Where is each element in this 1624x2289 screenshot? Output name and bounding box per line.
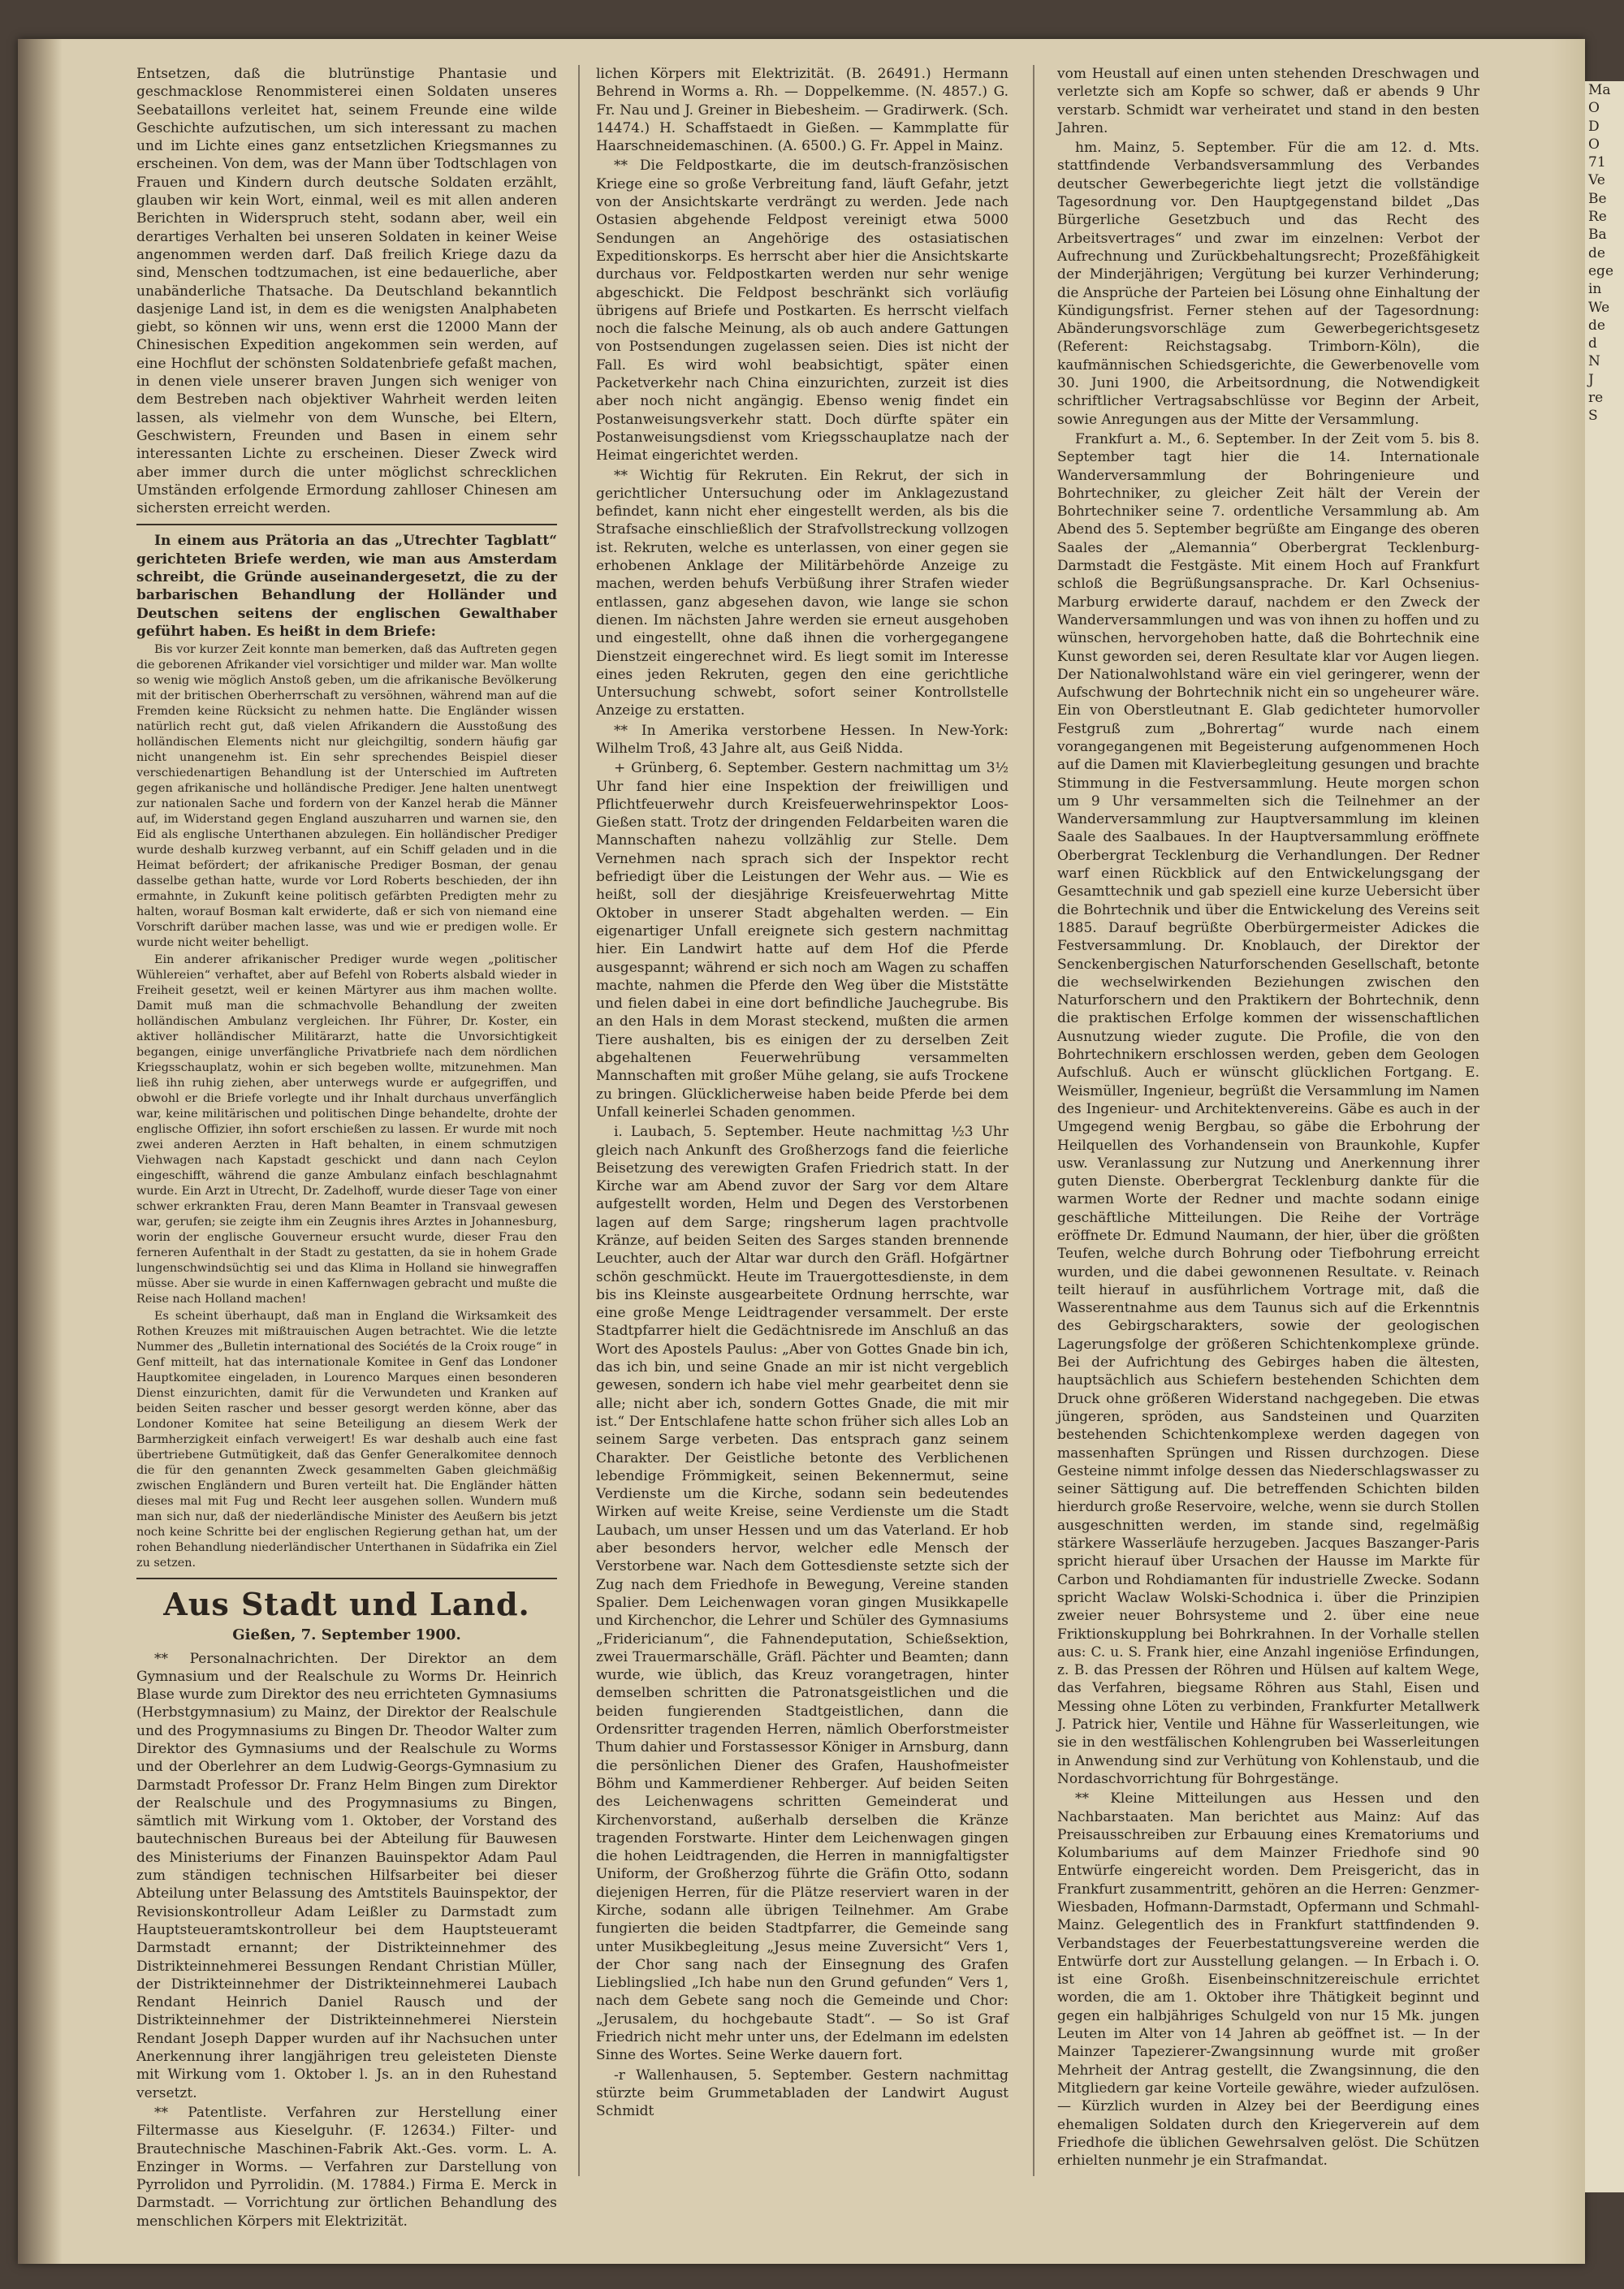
article-pretoria-intro: In einem aus Prätoria an das „Utrechter Tagblatt“ gerichteten Briefe werden, wie man aus Amsterdam schreibt, die Gründe auseinandergesetzt, die zu der barbarischen Behandlung der Holländer und Deutschen seitens der englischen Gewalthaber geführt haben. Es heißt in dem Briefe:	[136, 533, 557, 640]
article-gruenberg: + Grünberg, 6. September. Gestern nachmittag um 3½ Uhr fand hier eine Inspektion der freiwilligen und Pflichtfeuerwehr durch Kreisfeuerwehrinspektor Loos-Gießen statt. Trotz der dringenden Feldarbeiten waren die Mannschaften nahezu vollzählig zur Stelle. Dem Vernehmen nach sprach sich der Inspektor recht befriedigt über die Leistungen der Wehr aus. — Wie es heißt, soll der diesjährige Kreisfeuerwehrtag Mitte Oktober in unserer Stadt abgehalten werden. — Ein eigenartiger Unfall ereignete sich gestern nachmittag hier. Ein Landwirt hatte auf dem Hof die Pferde ausgespannt; während er sich noch am Wagen zu schaffen machte, nahmen die Pferde den Weg über die Miststätte und fielen dabei in eine dort befindliche Jauchegrube. Bis an den Hals in dem Morast steckend, mußten die armen Tiere aushalten, bis es einigen der zu derselben Zeit abgehaltenen Feuerwehrübung versammelten Mannschaften mit großer Mühe gelang, sie aufs Trockene zu bringen. Glücklicherweise haben beide Pferde bei dem Unfall keinerlei Schaden genommen.	[596, 760, 1009, 1121]
column-rule-1	[578, 65, 580, 2176]
column-1	[136, 65, 557, 2230]
article-amerika-hessen: ** In Amerika verstorbene Hessen. In New-York: Wilhelm Troß, 43 Jahre alt, aus Geiß Nidda.	[596, 722, 1009, 757]
article-red-cross: Es scheint überhaupt, daß man in England die Wirksamkeit des Rothen Kreuzes mit mißtrauischen Augen betrachtet. Wie die letzte Nummer des „Bulletin international des Sociétés de la Croix rouge“ in Genf mitteilt, hat das internationale Komitee in Genf das Londoner Hauptkomitee eingeladen, in Lourenco Marques einen besonderen Dienst einzurichten, damit für die Verwundeten und Kranken auf beiden Seiten rascher und besser gesorgt werden könne, aber das Londoner Komitee hat seine Beteiligung an diesem Werk der Barmherzigkeit einfach verweigert! Es war deshalb auch eine fast übertriebene Gutmütigkeit, daß das Genfer Generalkomitee dennoch die für den genannten Zweck gesammelten Gaben gleichmäßig zwischen Engländern und Buren verteilt hat. Die Engländer hätten dieses mal mit Fug und Recht leer ausgehen sollen. Wundern muß man sich nur, daß der niederländische Minister des Aeußern bis jetzt noch keine Schritte bei der englischen Regierung gethan hat, um der rohen Behandlung niederländischer Unterthanen in Südafrika ein Ziel zu setzen.	[136, 1310, 557, 1570]
next-page-fragment-text: Ma O D O 71 Ve Be Re Ba de ege in We de d N J re S	[1588, 82, 1614, 425]
column-rule-2	[1033, 65, 1034, 2176]
article-kleine-mitteilungen: ** Kleine Mitteilungen aus Hessen und den Nachbarstaaten. Man berichtet aus Mainz: Auf das Preisausschreiben zur Erbauung eines Krematoriums und Kolumbariums auf dem Mainzer Friedhofe sind 90 Entwürfe eingereicht worden. Dem Preisgericht, das in Frankfurt zusammentritt, gehören an die Herren: Genzmer-Wiesbaden, Hofmann-Darmstadt, Opfermann und Schmahl-Mainz. Gelegentlich des in Frankfurt stattfindenden 9. Verbandstages der Feuerbestattungsvereine werden die Entwürfe dort zur Ausstellung gelangen. — In Erbach i. O. ist eine Großh. Eisenbeinschnitzereischule errichtet worden, die am 1. Oktober ihre Thätigkeit beginnt und gegen ein halbjähriges Schulgeld von nur 15 Mk. jungen Leuten im Alter von 14 Jahren ab geöffnet ist. — In der Mainzer Tapezierer-Zwangsinnung wurde mit großer Mehrheit der Antrag gestellt, die Zwangsinnung, die den Mitgliedern gar keine Vorteile gewähre, wieder aufzulösen. — Kürzlich wurden in Alzey bei der Beerdigung eines ehemaligen Soldaten durch den Kriegerverein auf dem Friedhofe die üblichen Gewehrsalven gelöst. Die Schützen erhielten nunmehr je ein Strafmandat.	[1057, 1790, 1479, 2170]
section-heading: Aus Stadt und Land.	[163, 1586, 530, 1623]
article-personalnachrichten: ** Personalnachrichten. Der Direktor an dem Gymnasium und der Realschule zu Worms Dr. Heinrich Blase wurde zum Direktor des neu errichteten Gymnasiums (Herbstgymnasium) zu Mainz, der Direktor der Realschule und des Progymnasiums zu Bingen Dr. Theodor Walter zum Direktor des Gymnasiums und der Realschule zu Worms und der Oberlehrer an dem Ludwig-Georgs-Gymnasium zu Darmstadt Professor Dr. Franz Helm Bingen zum Direktor der Realschule und des Progymnasiums zu Bingen, sämtlich mit Wirkung vom 1. Oktober, der Vorstand des bautechnischen Bureaus bei der Abteilung für Bauwesen des Ministeriums der Finanzen Bauinspektor Adam Paul zum ständigen technischen Hilfsarbeiter bei dieser Abteilung unter Belassung des Amtstitels Bauinspektor, der Revisionskontrolleur Adam Leißler zu Darmstadt zum Hauptsteueramtskontrolleur bei dem Hauptsteueramt Darmstadt ernannt; der Distrikteinnehmer des Distrikteinnehmerei Bessungen Rendant Christian Müller, der Distrikteinnehmer der Distrikteinnehmerei Laubach Rendant Heinrich Daniel Rausch und der Distrikteinnehmer der Distrikteinnehmerei Nierstein Rendant Joseph Dapper wurden auf ihr Nachsuchen unter Anerkennung ihrer langjährigen treu geleisteten Dienste mit Wirkung vom 1. Oktober l. Js. an in den Ruhestand versetzt.	[136, 1650, 557, 2101]
article-wallenhausen: -r Wallenhausen, 5. September. Gestern nachmittag stürzte beim Grummetabladen der Landwirt August Schmidt	[596, 2067, 1009, 2120]
next-page-edge	[1585, 81, 1624, 2192]
article-feldpostkarte: ** Die Feldpostkarte, die im deutsch-französischen Kriege eine so große Verbreitung fand, läuft Gefahr, jetzt von der Ansichtskarte verdrängt zu werden. Jede nach Ostasien abgehende Feldpost vereinigt etwa 5000 Sendungen an Angehörige des ostasiatischen Expeditionskorps. Es herrscht aber hier die Ansichtskarte durchaus vor. Feldpostkarten werden nur sehr wenige abgeschickt. Die Feldpost beschränkt sich vorläufig übrigens auf Briefe und Postkarten. Es herrscht vielfach noch die falsche Meinung, als ob auch andere Gattungen von Postsendungen zugelassen seien. Dies ist nicht der Fall. Es wird wohl beabsichtigt, später einen Packetverkehr nach China einzurichten, zurzeit ist dies aber noch nicht angängig. Ebenso wenig findet ein Postanweisungsverkehr statt. Doch dürfte später ein Postanweisungsdienst vom Kriegsschauplatze nach der Heimat eingerichtet werden.	[596, 158, 1009, 464]
article-pretoria-letter-1: Bis vor kurzer Zeit konnte man bemerken, daß das Auftreten gegen die geborenen Afrikander viel vorsichtiger und milder war. Man wollte so wenig wie möglich Anstoß geben, um die afrikanische Bevölkerung mit der britischen Oberherrschaft zu versöhnen, während man auf die Fremden keine Rücksicht zu nehmen hatte. Die Engländer wissen natürlich recht gut, daß vielen Afrikandern die Ausstoßung des holländischen Elements nicht nur gleichgiltig, sondern häufig gar nicht unangenehm ist. Ein sehr sprechendes Beispiel dieser verschiedenartigen Behandlung ist der Unterschied im Auftreten gegen afrikanische und holländische Prediger. Jene halten unentwegt zur nationalen Sache und fordern von der Kanzel herab die Männer auf, im Widerstand gegen England auszuharren und warnen sie, den Eid als englische Unterthanen abzulegen. Ein holländischer Prediger wurde deshalb kurzweg verbannt, auf ein Schiff geladen und in die Heimat befördert; der afrikanische Prediger Bosman, der genau dasselbe gethan hatte, wurde vor Lord Roberts beschieden, der ihn ermahnte, in Zukunft keine politisch gefärbten Predigten mehr zu halten, worauf Bosman kalt erwiderte, daß er sich von niemand eine Vorschrift darüber machen lasse, was und wie er predigen wolle. Er wurde nicht weiter behelligt.	[136, 643, 557, 950]
section-divider	[136, 1578, 557, 1579]
article-patentliste-cont: lichen Körpers mit Elektrizität. (B. 26491.) Hermann Behrend in Worms a. Rh. — Doppelkemme. (N. 4857.) G. Fr. Nau und J. Greiner in Biebesheim. — Gradirwerk. (Sch. 14474.) H. Schaffstaedt in Gießen. — Kammplatte für Haarschneidemaschinen. (A. 6500.) G. Fr. Appel in Mainz.	[596, 66, 1009, 155]
column-2	[596, 65, 1009, 2192]
article-pretoria-letter-2: Ein anderer afrikanischer Prediger wurde wegen „politischer Wühlereien“ verhaftet, aber auf Befehl von Roberts alsbald wieder in Freiheit gesetzt, weil er keinen Märtyrer aus ihm machen wollte. Damit muß man die schmachvolle Behandlung der zweiten holländischen Ambulanz vergleichen. Ihr Führer, Dr. Koster, ein aktiver holländischer Militärarzt, hatte die Unvorsichtigkeit begangen, einige unverfängliche Privatbriefe nach dem nördlichen Kriegsschauplatz, wohin er sich begeben wollte, mitzunehmen. Man ließ ihn ruhig ziehen, aber unterwegs wurde er aufgegriffen, und obwohl er die Briefe vorlegte und ihr Inhalt durchaus unverfänglich war, keine militärischen und politischen Dinge behandelte, drohte der englische Offizier, ihn sofort erschießen zu lassen. Er wurde mit noch zwei anderen Aerzten in Haft behalten, in einem schmutzigen Viehwagen nach Kapstadt geschickt und dann nach Ceylon eingeschifft, während die ganze Ambulanz einfach beschlagnahmt wurde. Ein Arzt in Utrecht, Dr. Zadelhoff, wurde dieser Tage von einer schwer erkrankten Frau, deren Mann Beamter in Transvaal gewesen war, gerufen; sie zeigte ihm ein Zeugnis ihres Arztes in Johannesburg, worin der englische Gouverneur ersucht wurde, dieser Frau den ferneren Aufenthalt in der Stadt zu gestatten, da sie in hohem Grade lungenschwindsüchtig sei und das Klima in Holland sie hinwegraffen müsse. Aber sie wurde in einen Kaffernwagen gebracht und mußte die Reise nach Holland machen!	[136, 953, 557, 1306]
section-dateline: Gießen, 7. September 1900.	[232, 1626, 461, 1644]
article-mainz-gewerbegerichte: hm. Mainz, 5. September. Für die am 12. d. Mts. stattfindende Verbandsversammlung des Verbandes deutscher Gewerbegerichte liegt jetzt die vollständige Tagesordnung vor. Den Hauptgegenstand bildet „Das Bürgerliche Gesetzbuch und das Recht des Arbeitsvertrages“ und zwar im einzelnen: Verbot der Aufrechnung und Zurückbehaltungsrecht; Prozeßfähigkeit der Minderjährigen; Vergütung bei kurzer Verhinderung; die Ansprüche der Parteien bei Lösung ohne Einhaltung der Kündigungsfrist. Ferner stehen auf der Tagesordnung: Abänderungsvorschläge zum Gewerbegerichtsgesetz (Referent: Reichstagsabg. Trimborn-Köln), die kaufmännischen Schiedsgerichte, die Gewerbenovelle vom 30. Juni 1900, die Arbeitsordnung, die Notwendigkeit schriftlicher Vertragsabschlüsse vor Beginn der Arbeit, sowie Anregungen aus der Mitte der Versammlung.	[1057, 140, 1479, 428]
article-wallenhausen-cont: vom Heustall auf einen unten stehenden Dreschwagen und verletzte sich am Kopfe so schwer, daß er abends 9 Uhr verstarb. Schmidt war verheiratet und stand in den besten Jahren.	[1057, 66, 1479, 136]
column-3	[1057, 65, 1479, 2192]
article-patentliste: ** Patentliste. Verfahren zur Herstellung einer Filtermasse aus Kieselguhr. (F. 12634.) Filter- und Brautechnische Maschinen-Fabrik Akt.-Ges. vorm. L. A. Enzinger in Worms. — Verfahren zur Darstellung von Pyrrolidon und Pyrrolidin. (M. 17884.) Firma E. Merck in Darmstadt. — Vorrichtung zur örtlichen Behandlung des menschlichen Körpers mit Elektrizität.	[136, 2104, 557, 2230]
article-rekruten: ** Wichtig für Rekruten. Ein Rekrut, der sich in gerichtlicher Untersuchung oder im Anklagezustand befindet, kann nicht eher eingestellt werden, als bis die Strafsache einschließlich der Strafvollstreckung vollzogen ist. Rekruten, welche es unterlassen, von einer gegen sie erhobenen Anklage der Militärbehörde Anzeige zu machen, werden behufs Verbüßung ihrer Strafen wieder entlassen, ganz abgesehen davon, wie lange sie schon dienen. Im nächsten Jahre werden sie erneut ausgehoben und eingestellt, ohne daß ihnen die vorhergegangene Dienstzeit eingerechnet wird. Es liegt somit im Interesse eines jeden Rekruten, gegen den eine gerichtliche Untersuchung schwebt, sofort seiner Kontrollstelle Anzeige zu erstatten.	[596, 467, 1009, 719]
article-divider	[136, 524, 557, 525]
article-frankfurt-bohrtechniker: Frankfurt a. M., 6. September. In der Zeit vom 5. bis 8. September tagt hier die 14. Internationale Wanderversammlung der Bohringenieure und Bohrtechniker, zu gleicher Zeit hält der Verein der Bohrtechniker seine 7. ordentliche Versammlung ab. Am Abend des 5. September begrüßte am Eingange des oberen Saales der „Alemannia“ Oberbergrat Tecklenburg-Darmstadt die Festgäste. Mit einem Hoch auf Frankfurt schloß die Begrüßungsansprache. Dr. Karl Ochsenius-Marburg erwiderte darauf, nachdem er den Zweck der Wanderversammlungen und was von ihnen zu hoffen und zu wünschen, hervorgehoben hatte, daß die Bohrtechnik eine Kunst geworden sei, deren Resultate klar vor Augen liegen. Der Nationalwohlstand wäre ein viel geringerer, wenn der Aufschwung der Bohrtechnik nicht ein so ungeheurer wäre. Ein von Oberstleutnant E. Glab gedichteter humorvoller Festgruß zum „Bohrertag“ wurde nach einem vorangegangenen mit Begeisterung aufgenommenen Hoch auf die Damen mit Klavierbegleitung gesungen und brachte Stimmung in die Festversammlung. Heute morgen schon um 9 Uhr versammelten sich die Teilnehmer an der Wanderversammlung zur Hauptversammlung im kleinen Saale des Saalbaues. In der Hauptversammlung eröffnete Oberbergrat Tecklenburg die Verhandlungen. Der Redner warf einen Rückblick auf den Entwickelungsgang der Gesamttechnik und gab speziell eine kurze Uebersicht über die Bohrtechnik und über die Entwickelung des Vereins seit 1885. Darauf begrüßte Oberbürgermeister Adickes die Festversammlung. Dr. Knoblauch, der Direktor der Senckenbergischen Naturforschenden Gesellschaft, betonte die wechselwirkenden Beziehungen zwischen den Naturforschern und den Praktikern der Bohrtechnik, denn die praktischen Erfolge kommen der wissenschaftlichen Ausnutzung wieder zugute. Die Profile, die von den Bohrtechnikern erschlossen werden, geben dem Geologen Aufschluß. Auch er wünscht glücklichen Fortgang. E. Weismüller, Ingenieur, begrüßt die Versammlung im Namen des Ingenieur- und Architektenvereins. Gäbe es auch in der Umgegend wenig Bergbau, so gäbe die Erbohrung der Heilquellen des Vorhandensein von Braunkohle, Kupfer usw. Veranlassung zur Nutzung und Anerkennung ihrer guten Dienste. Oberbergrat Tecklenburg dankte für die warmen Worte der Redner und machte sodann einige geschäftliche Mitteilungen. Die Reihe der Vorträge eröffnete Dr. Edmund Naumann, der hier, über die größten Teufen, welche durch Bohrung oder Tiefbohrung erreicht wurden, und die dabei gewonnenen Resultate. v. Reinach teilt hierauf in ausführlichem Vortrage mit, daß die Wasserentnahme aus dem Taunus sich auf die Erkenntnis des Gebirgscharakters, sowie der geologischen Lagerungsfolge der größeren Schichtenkomplexe gründe. Bei der Aufrichtung des Gebirges haben die ältesten, hauptsächlich aus Schiefern bestehenden Schichten dem Druck ohne größeren Widerstand nachgegeben. Die etwas jüngeren, spröden, aus Sandsteinen und Quarziten bestehenden Schichtenkomplexe werden dagegen von massenhaften Sprüngen und Rissen durchzogen. Diese Gesteine nimmt infolge dessen das Niederschlagswasser zu seiner Sättigung auf. Die betreffenden Schichten bilden hierdurch große Reservoire, welche, wenn sie durch Stollen ausgeschnitten werden, im stande sind, regelmäßig stärkere Wasserläufe herzugeben. Jacques Baszanger-Paris spricht hierauf über Ursachen der Hausse im Markte für Carbon und Rohdiamanten für industrielle Zwecke. Sodann spricht Waclaw Wolski-Schodnica i. über die Prinzipien zweier neuer Bohrsysteme und 2. über eine neue Friktionskupplung bei Bohrkrahnen. In der Vorhalle stellen aus: C. u. S. Frank hier, eine Anzahl ingeniöse Erfindungen, z. B. das Pressen der Röhren und Hülsen auf kaltem Wege, das Verfahren, biegsame Röhren aus Stahl, Eisen und Messing ohne Löten zu verbinden, Frankfurter Metallwerk J. Patrick hier, Ventile und Hähne für Wasserleitungen, wie sie in den westfälischen Kohlengruben bei Wasserleitungen in Anwendung sind zur Verhütung von Kohlenstaub, und die Nordaschvorrichtung für Bohrgestänge.	[1057, 430, 1479, 1787]
page-right-edge	[1551, 39, 1585, 2264]
page-fold-shadow	[18, 39, 63, 2264]
article-laubach: i. Laubach, 5. September. Heute nachmittag ½3 Uhr gleich nach Ankunft des Großherzogs fand die feierliche Beisetzung des verewigten Grafen Friedrich statt. In der Kirche war am Abend zuvor der Sarg vor dem Altare aufgestellt worden, Helm und Degen des Verstorbenen lagen auf dem Sarge; ringsherum lagen prachtvolle Kränze, auf beiden Seiten des Sarges standen brennende Leuchter, auch der Altar war durch den Gräfl. Hofgärtner schön geschmückt. Heute im Trauergottesdienste, in dem bis ins Kleinste ausgearbeitete Ordnung herrschte, war eine große Menge Leidtragender versammelt. Der erste Stadtpfarrer hielt die Gedächtnisrede im Anschluß an das Wort des Apostels Paulus: „Aber von Gottes Gnade bin ich, das ich bin, und seine Gnade an mir ist nicht vergeblich gewesen, sondern ich habe viel mehr gearbeitet denn sie alle; nicht aber ich, sondern Gottes Gnade, die mit mir ist.“ Der Entschlafene hatte schon früher sich alles Lob an seinem Sarge verbeten. Das entsprach ganz seinem Charakter. Der Geistliche betonte des Verblichenen lebendige Frömmigkeit, seinen Bekennermut, seine Verdienste um die Kirche, sodann sein bedeutendes Wirken auf weite Kreise, seine Verdienste um die Stadt Laubach, um unser Hessen und um das Vaterland. Er hob aber besonders hervor, welcher edle Mensch der Verstorbene war. Nach dem Gottesdienste setzte sich der Zug nach dem Friedhofe in Bewegung, Vereine standen Spalier. Dem Leichenwagen voran gingen Musikkapelle und Kirchenchor, die Lehrer und Schüler des Gymnasiums „Fridericianum“, die Fahnendeputation, Schießsektion, zwei Trauermarschälle, Gräfl. Pächter und Beamten; dann wurde, wie üblich, das Kreuz vorangetragen, hinter demselben schritten die Patronatsgeistlichen und die beiden fungierenden Stadtgeistlichen, dann die Ordensritter tragenden Herren, nämlich Oberforstmeister Thum dahier und Forstassessor Königer in Arnsburg, dann die persönlichen Diener des Grafen, Haushofmeister Böhm und Kammerdiener Rehberger. Auf beiden Seiten des Leichenwagens schritten Gemeinderat und Kirchenvorstand, außerhalb derselben die Kränze tragenden Forstwarte. Hinter dem Leichenwagen gingen die hohen Leidtragenden, die Herren in mannigfaltigster Uniform, der Großherzog führte die Gräfin Otto, sodann diejenigen Herren, für die Plätze reserviert waren in der Kirche, sodann alle übrigen Teilnehmer. Am Grabe fungierten die beiden Stadtpfarrer, die Gemeinde sang unter Musikbegleitung „Jesus meine Zuversicht“ Vers 1, der Chor sang nach der Einsegnung des Grafen Lieblingslied „Ich habe nun den Grund gefunden“ Vers 1, nach dem Gebete sang noch die Gemeinde und Chor: „Jerusalem, du hochgebaute Stadt“. — So ist Graf Friedrich nicht mehr unter uns, der Edelmann im edelsten Sinne des Wortes. Seine Werke dauern fort.	[596, 1124, 1009, 2064]
article-soldier-letters-end: Entsetzen, daß die blutrünstige Phantasie und geschmacklose Renommisterei einen Soldaten unseres Seebataillons verleitet hat, seinem Freunde eine wilde Geschichte aufzutischen, um sich interessant zu machen und im Lichte eines ganz entsetzlichen Kriegsmannes zu erscheinen. Von dem, was der Mann über Todtschlagen von Frauen und Kindern durch deutsche Soldaten erzählt, glauben wir kein Wort, einmal, weil es mit allen anderen Berichten in Widerspruch steht, sodann aber, weil ein derartiges Verhalten bei unseren Soldaten in keiner Weise angenommen werden darf. Daß freilich Kriege dazu da sind, Menschen todtzumachen, ist eine bedauerliche, aber unabänderliche Thatsache. Da Deutschland bekanntlich dasjenige Land ist, in dem es die wenigsten Analphabeten giebt, so können wir uns, wenn erst die 12000 Mann der Chinesischen Expedition angekommen sein werden, auf eine Hochflut der schönsten Soldatenbriefe gefaßt machen, in denen viele unserer braven Jungen sich weniger von dem Bestreben nach objektiver Wahrheit werden leiten lassen, als vielmehr von dem Wunsche, bei Eltern, Geschwistern, Freunden und Basen in einem sehr interessanten Lichte zu erscheinen. Dieser Zweck wird aber immer durch die unter möglichst schrecklichen Umständen erfolgende Ermordung zahlloser Chinesen am sichersten erreicht werden.	[136, 66, 557, 517]
